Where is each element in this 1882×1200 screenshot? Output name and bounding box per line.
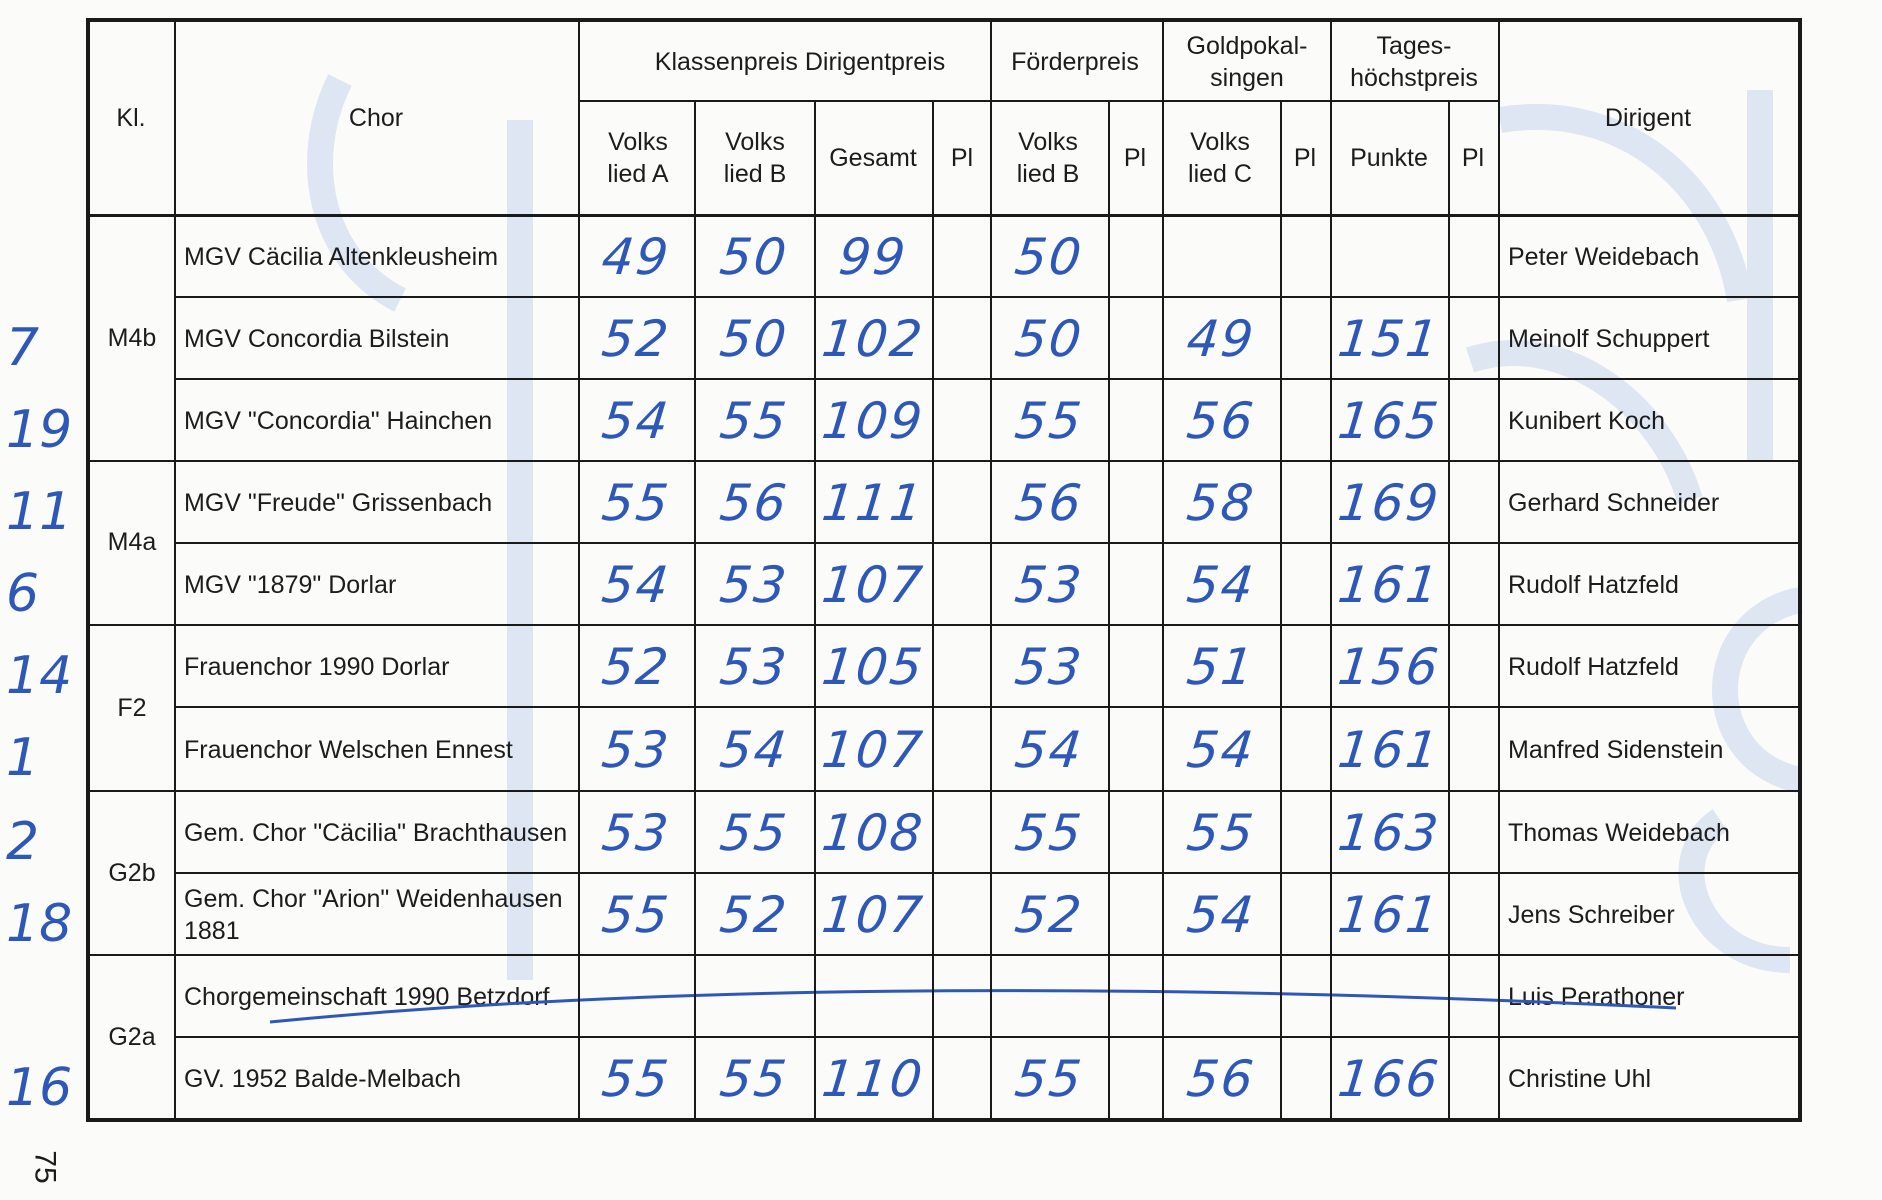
row-rule [174, 1036, 1798, 1038]
margin-rank-note: 1 [6, 728, 40, 788]
margin-rank-note: 19 [6, 400, 73, 460]
column-rule [1280, 100, 1282, 1120]
column-rule [694, 100, 696, 1120]
score-gesamt: 107 [819, 886, 927, 944]
subheader-pl-1: Pl [950, 144, 974, 172]
score-foerder: 53 [1012, 638, 1086, 696]
score-gesamt: 109 [819, 392, 927, 450]
conductor-name: Rudolf Hatzfeld [1508, 571, 1679, 599]
score-goldpokal: 56 [1184, 392, 1258, 450]
score-volkslied-a: 49 [599, 228, 673, 286]
column-rule [1448, 100, 1450, 1120]
score-volkslied-a: 52 [599, 310, 673, 368]
score-punkte [1328, 956, 1451, 1038]
conductor-name: Manfred Sidenstein [1508, 736, 1724, 764]
score-gesamt [812, 956, 935, 1038]
table-border-right [1798, 18, 1802, 1122]
score-volkslied-b: 54 [717, 721, 791, 779]
choir-name: MGV "Freude" Grissenbach [184, 489, 493, 517]
score-foerder: 56 [1012, 474, 1086, 532]
row-rule [174, 378, 1798, 380]
choir-name: Frauenchor Welschen Ennest [184, 736, 513, 764]
header-kl: Kl. [116, 104, 146, 132]
class-label: M4b [107, 324, 157, 352]
margin-rank-note: 2 [6, 812, 40, 872]
subheader-gesamt: Gesamt [829, 144, 917, 172]
choir-name: Frauenchor 1990 Dorlar [184, 653, 450, 681]
choir-name: Gem. Chor "Arion" Weidenhausen 1881 [184, 885, 563, 945]
score-punkte: 151 [1335, 310, 1443, 368]
score-foerder: 50 [1012, 228, 1086, 286]
score-goldpokal: 54 [1184, 886, 1258, 944]
score-gesamt: 107 [819, 721, 927, 779]
score-foerder [988, 956, 1111, 1038]
score-volkslied-b: 53 [717, 638, 791, 696]
score-goldpokal [1160, 216, 1283, 298]
score-punkte: 156 [1335, 638, 1443, 696]
row-rule [88, 624, 1798, 626]
score-volkslied-b [692, 956, 817, 1038]
score-punkte: 163 [1335, 804, 1443, 862]
score-volkslied-a [576, 956, 697, 1038]
conductor-name: Peter Weidebach [1508, 243, 1700, 271]
score-foerder: 50 [1012, 310, 1086, 368]
conductor-name: Thomas Weidebach [1508, 819, 1730, 847]
conductor-name: Luis Perathoner [1508, 983, 1685, 1011]
conductor-name: Meinolf Schuppert [1508, 325, 1710, 353]
column-rule [814, 100, 816, 1120]
score-gesamt: 110 [819, 1050, 927, 1108]
header-klassenpreis: Klassenpreis Dirigentpreis [654, 48, 946, 76]
score-volkslied-b: 55 [717, 392, 791, 450]
score-goldpokal [1160, 956, 1283, 1038]
score-gesamt: 108 [819, 804, 927, 862]
header-dirigent: Dirigent [1604, 104, 1692, 132]
score-goldpokal: 51 [1184, 638, 1258, 696]
score-gesamt: 105 [819, 638, 927, 696]
score-gesamt: 102 [819, 310, 927, 368]
score-volkslied-a: 54 [599, 392, 673, 450]
choir-name: Chorgemeinschaft 1990 Betzdorf [184, 983, 550, 1011]
row-rule [174, 872, 1798, 874]
score-volkslied-a: 54 [599, 556, 673, 614]
header-foerderpreis: Förderpreis [1011, 48, 1139, 76]
class-label: G2b [108, 859, 156, 887]
subheader-pl-3: Pl [1293, 144, 1317, 172]
score-punkte [1328, 216, 1451, 298]
score-volkslied-b: 50 [717, 310, 791, 368]
class-label: F2 [117, 694, 147, 722]
score-volkslied-b: 56 [717, 474, 791, 532]
score-gesamt: 111 [819, 474, 927, 532]
choir-name: MGV Concordia Bilstein [184, 325, 450, 353]
score-goldpokal: 49 [1184, 310, 1258, 368]
score-gesamt: 99 [836, 228, 910, 286]
header-bottom-rule [88, 214, 1800, 217]
score-punkte: 161 [1335, 721, 1443, 779]
row-rule [174, 542, 1798, 544]
page-number: 75 [28, 1150, 62, 1184]
score-volkslied-b: 53 [717, 556, 791, 614]
subheader-volkslied-a: Volks lied A [607, 128, 669, 188]
score-volkslied-a: 53 [599, 721, 673, 779]
table-border-top [88, 18, 1800, 22]
conductor-name: Gerhard Schneider [1508, 489, 1720, 517]
score-volkslied-b: 52 [717, 886, 791, 944]
conductor-name: Kunibert Koch [1508, 407, 1666, 435]
score-punkte: 161 [1335, 886, 1443, 944]
choir-name: Gem. Chor "Cäcilia" Brachthausen [184, 819, 568, 847]
subheader-foerder-volkslied-b: Volks lied B [1016, 128, 1080, 188]
choir-name: GV. 1952 Balde-Melbach [184, 1065, 462, 1093]
column-rule [1108, 100, 1110, 1120]
conductor-name: Jens Schreiber [1508, 901, 1675, 929]
row-rule [174, 296, 1798, 298]
score-goldpokal: 54 [1184, 721, 1258, 779]
row-rule [88, 954, 1798, 956]
conductor-name: Christine Uhl [1508, 1065, 1652, 1093]
score-volkslied-a: 53 [599, 804, 673, 862]
subheader-pl-4: Pl [1461, 144, 1485, 172]
margin-rank-note: 6 [6, 564, 40, 624]
header-tageshoechst: Tages- höchstpreis [1350, 32, 1478, 92]
row-rule [88, 460, 1798, 462]
score-volkslied-a: 55 [599, 1050, 673, 1108]
score-punkte: 165 [1335, 392, 1443, 450]
header-divider [578, 100, 1498, 102]
score-volkslied-a: 55 [599, 886, 673, 944]
score-foerder: 53 [1012, 556, 1086, 614]
subheader-punkte: Punkte [1350, 144, 1428, 172]
column-rule [932, 100, 934, 1120]
table-border-bottom [88, 1118, 1800, 1122]
choir-name: MGV Cäcilia Altenkleusheim [184, 243, 499, 271]
margin-rank-note: 14 [6, 646, 73, 706]
score-punkte: 169 [1335, 474, 1443, 532]
score-volkslied-b: 50 [717, 228, 791, 286]
header-chor: Chor [348, 104, 404, 132]
score-volkslied-b: 55 [717, 1050, 791, 1108]
class-label: M4a [107, 528, 157, 556]
choir-name: MGV "Concordia" Hainchen [184, 407, 493, 435]
score-volkslied-b: 55 [717, 804, 791, 862]
table-border-left [86, 18, 90, 1122]
conductor-name: Rudolf Hatzfeld [1508, 653, 1679, 681]
subheader-volkslied-b: Volks lied B [723, 128, 787, 188]
margin-rank-note: 16 [6, 1058, 73, 1118]
class-label: G2a [108, 1023, 156, 1051]
score-punkte: 166 [1335, 1050, 1443, 1108]
score-foerder: 54 [1012, 721, 1086, 779]
score-volkslied-a: 55 [599, 474, 673, 532]
row-rule [174, 706, 1798, 708]
score-punkte: 161 [1335, 556, 1443, 614]
score-foerder: 55 [1012, 1050, 1086, 1108]
score-goldpokal: 56 [1184, 1050, 1258, 1108]
row-rule [88, 790, 1798, 792]
choir-name: MGV "1879" Dorlar [184, 571, 397, 599]
subheader-volkslied-c: Volks lied C [1188, 128, 1252, 188]
subheader-pl-2: Pl [1123, 144, 1147, 172]
score-foerder: 52 [1012, 886, 1086, 944]
score-foerder: 55 [1012, 804, 1086, 862]
margin-rank-note: 18 [6, 894, 73, 954]
score-gesamt: 107 [819, 556, 927, 614]
score-goldpokal: 54 [1184, 556, 1258, 614]
score-goldpokal: 58 [1184, 474, 1258, 532]
margin-rank-note: 11 [6, 482, 73, 542]
header-goldpokal: Goldpokal- singen [1186, 32, 1308, 92]
score-volkslied-a: 52 [599, 638, 673, 696]
margin-rank-note: 7 [6, 318, 40, 378]
score-foerder: 55 [1012, 392, 1086, 450]
score-goldpokal: 55 [1184, 804, 1258, 862]
